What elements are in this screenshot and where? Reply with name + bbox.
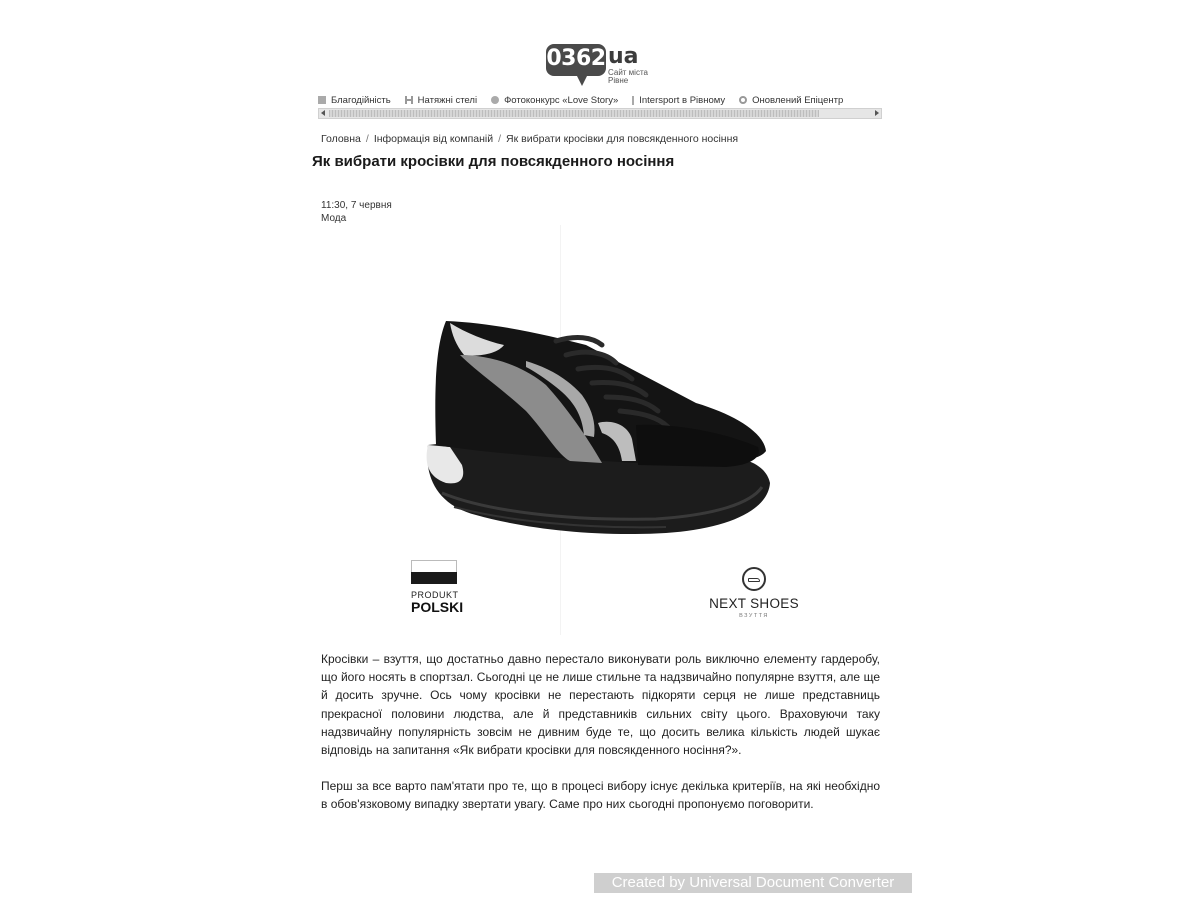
bar-icon: [632, 96, 634, 105]
article-paragraph: Кросівки – взуття, що достатньо давно перестало виконувати роль виключно елементу гардеробу, що його носять в спортзал. Сьогодні це не лише стильне та надзвичайно популярне взуття, але ще й досить зручне. Ось чому кросівки не перестають підкоряти серця не лише представниць прекрасної половини людства, але й представників сильних світу цього. Враховуючи таку надзвичайну популярність зовсім не дивним буде те, що досить велика кількість людей шукає відповідь на запитання «Як вибрати кросівки для повсякденного носіння?».: [321, 652, 880, 758]
article-body: [321, 650, 880, 832]
black-sneaker-photo: [406, 315, 776, 545]
quick-link-label: Натяжні стелі: [417, 94, 478, 106]
h-icon: [405, 96, 413, 104]
logo-tagline-city: Рівне: [608, 76, 629, 85]
next-shoes-label: NEXT SHOES: [709, 596, 799, 611]
breadcrumb-current: Як вибрати кросівки для повсякденного носіння: [506, 133, 739, 145]
logo-number: 0362: [546, 46, 606, 71]
article-title: Як вибрати кросівки для повсякденного носіння: [312, 153, 675, 170]
quick-link-epicentr[interactable]: [739, 92, 843, 108]
quick-link-ceilings[interactable]: [405, 92, 477, 108]
quick-link-intersport[interactable]: [632, 92, 725, 108]
quick-link-label: Оновлений Епіцентр: [752, 94, 844, 106]
produkt-label: PRODUKT: [411, 590, 459, 600]
article-paragraph: Перш за все варто пам'ятати про те, що в процесі вибору існує декілька критеріїв, на які необхідно в обов'язковому випадку звертати увагу. Саме про них сьогодні пропонуємо поговорити.: [321, 779, 880, 812]
quick-link-photo-contest[interactable]: [491, 92, 618, 108]
scroll-left-icon[interactable]: [321, 110, 325, 116]
quick-links-scrollbar[interactable]: [318, 108, 882, 119]
scroll-right-icon[interactable]: [875, 110, 879, 116]
article-meta: [321, 199, 392, 225]
next-shoes-logo: [708, 567, 800, 619]
quick-link-label: Intersport в Рівному: [639, 94, 726, 106]
shoe-icon: [742, 567, 766, 591]
quick-link-label: Фотоконкурс «Love Story»: [504, 94, 619, 106]
gear-icon: [739, 96, 747, 104]
breadcrumb: [321, 133, 738, 145]
breadcrumb-separator: /: [365, 133, 369, 145]
breadcrumb-separator: /: [498, 133, 502, 145]
article-image: [318, 225, 882, 635]
quick-links-bar: [318, 92, 882, 108]
circle-icon: [491, 96, 499, 104]
next-shoes-subtitle: ВЗУТТЯ: [739, 613, 769, 619]
site-logo[interactable]: [546, 42, 666, 86]
logo-tagline: Сайт міста: [608, 68, 648, 77]
article-category[interactable]: Мода: [321, 213, 347, 224]
quick-link-label: Благодійність: [331, 94, 391, 106]
b-icon: [318, 96, 326, 104]
converter-watermark: Created by Universal Document Converter: [594, 873, 912, 893]
flag-white-stripe: [411, 560, 457, 572]
scrollbar-thumb[interactable]: [329, 110, 819, 117]
breadcrumb-company-info[interactable]: Інформація від компаній: [373, 133, 494, 145]
quick-link-charity[interactable]: [318, 92, 391, 108]
flag-black-stripe: [411, 572, 457, 584]
logo-tld: ua: [608, 44, 639, 69]
polski-label: POLSKI: [411, 599, 464, 615]
breadcrumb-home[interactable]: Головна: [321, 133, 361, 145]
produkt-polski-logo: [411, 560, 463, 615]
article-time: 11:30, 7 червня: [321, 200, 392, 211]
